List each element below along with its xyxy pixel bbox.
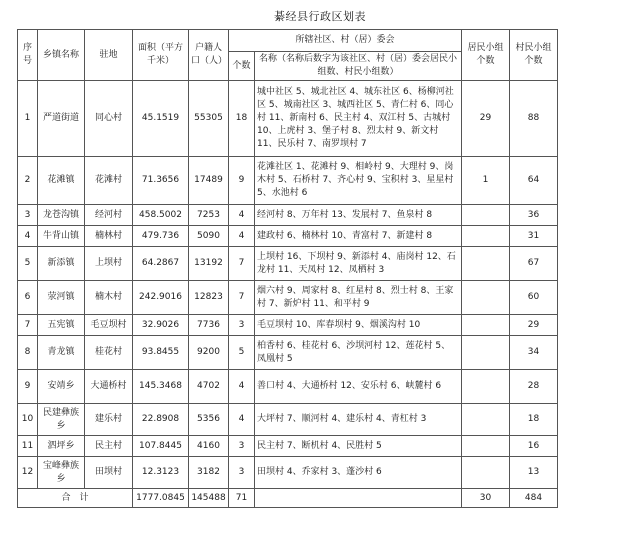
cell-town: 青龙镇 <box>38 336 85 370</box>
cell-town: 新添镇 <box>38 247 85 281</box>
cell-names: 经河村 8、万年村 13、发展村 7、鱼泉村 8 <box>255 205 462 226</box>
cell-seq: 6 <box>18 281 38 315</box>
total-vil: 484 <box>510 489 558 508</box>
cell-town: 荥河镇 <box>38 281 85 315</box>
cell-vil: 18 <box>510 404 558 436</box>
cell-area: 22.8908 <box>133 404 189 436</box>
cell-names: 善口村 4、大通桥村 12、安乐村 6、峡麓村 6 <box>255 370 462 404</box>
cell-vil: 28 <box>510 370 558 404</box>
cell-res <box>462 370 510 404</box>
cell-area: 479.736 <box>133 226 189 247</box>
cell-pop: 55305 <box>189 81 229 157</box>
cell-res: 1 <box>462 157 510 205</box>
cell-seat: 上坝村 <box>85 247 133 281</box>
cell-seat: 花滩村 <box>85 157 133 205</box>
cell-town: 龙苍沟镇 <box>38 205 85 226</box>
cell-seat: 经河村 <box>85 205 133 226</box>
table-title: 綦经县行政区划表 <box>274 10 366 23</box>
cell-pop: 13192 <box>189 247 229 281</box>
cell-res <box>462 247 510 281</box>
total-pop: 145488 <box>189 489 229 508</box>
total-res: 30 <box>462 489 510 508</box>
cell-area: 12.3123 <box>133 457 189 489</box>
cell-seat: 楠林村 <box>85 226 133 247</box>
cell-town: 民建彝族乡 <box>38 404 85 436</box>
cell-area: 458.5002 <box>133 205 189 226</box>
cell-pop: 12823 <box>189 281 229 315</box>
table-row <box>18 457 558 489</box>
cell-count: 3 <box>229 457 255 489</box>
cell-area: 145.3468 <box>133 370 189 404</box>
cell-vil: 67 <box>510 247 558 281</box>
cell-res <box>462 336 510 370</box>
cell-seat: 毛豆坝村 <box>85 315 133 336</box>
header-town: 乡镇名称 <box>38 30 85 81</box>
cell-names: 大坪村 7、顺河村 4、建乐村 4、青杠村 3 <box>255 404 462 436</box>
cell-res: 29 <box>462 81 510 157</box>
cell-seat: 桂花村 <box>85 336 133 370</box>
table-row <box>18 436 558 457</box>
cell-vil: 29 <box>510 315 558 336</box>
cell-pop: 5090 <box>189 226 229 247</box>
header-seq: 序号 <box>18 30 38 81</box>
cell-area: 71.3656 <box>133 157 189 205</box>
cell-res <box>462 404 510 436</box>
cell-area: 242.9016 <box>133 281 189 315</box>
total-names <box>255 489 462 508</box>
cell-count: 4 <box>229 226 255 247</box>
cell-res <box>462 226 510 247</box>
cell-seat: 大通桥村 <box>85 370 133 404</box>
table-row <box>18 226 558 247</box>
cell-count: 18 <box>229 81 255 157</box>
cell-seat: 同心村 <box>85 81 133 157</box>
header-names: 名称（名称后数字为该社区、村（居）委会居民小组数、村民小组数） <box>255 52 462 81</box>
cell-seq: 5 <box>18 247 38 281</box>
cell-seq: 7 <box>18 315 38 336</box>
cell-seq: 12 <box>18 457 38 489</box>
cell-vil: 88 <box>510 81 558 157</box>
cell-names: 花滩社区 1、花滩村 9、相岭村 9、大理村 9、岗木村 5、石桥村 7、齐心村 9、宝积村 3、星星村 5、水池村 6 <box>255 157 462 205</box>
cell-seq: 2 <box>18 157 38 205</box>
total-row <box>18 489 558 508</box>
cell-names: 烟六村 9、周家村 8、红星村 8、烈士村 8、王家村 7、新炉村 11、和平村 9 <box>255 281 462 315</box>
table-row <box>18 247 558 281</box>
cell-seq: 1 <box>18 81 38 157</box>
cell-names: 田坝村 4、乔家村 3、蓬沙村 6 <box>255 457 462 489</box>
cell-pop: 17489 <box>189 157 229 205</box>
table-row <box>18 336 558 370</box>
cell-pop: 9200 <box>189 336 229 370</box>
cell-names: 城中社区 5、城北社区 4、城东社区 6、杨柳河社区 5、城南社区 3、城西社区 5、青仁村 6、同心村 11、新南村 6、民主村 4、双江村 5、古城村 10、上虎村 3、堡子村 8、烈太村 9、新文村 11、民乐村 7、南罗坝村 7 <box>255 81 462 157</box>
cell-pop: 7736 <box>189 315 229 336</box>
cell-vil: 13 <box>510 457 558 489</box>
cell-town: 五宪镇 <box>38 315 85 336</box>
cell-vil: 64 <box>510 157 558 205</box>
cell-count: 4 <box>229 370 255 404</box>
table-row <box>18 404 558 436</box>
table-row <box>18 157 558 205</box>
cell-vil: 16 <box>510 436 558 457</box>
cell-vil: 60 <box>510 281 558 315</box>
cell-seq: 3 <box>18 205 38 226</box>
header-pop: 户籍人口（人） <box>189 30 229 81</box>
header-vil-groups: 村民小组个数 <box>510 30 558 81</box>
cell-pop: 7253 <box>189 205 229 226</box>
cell-names: 民主村 7、断机村 4、民胜村 5 <box>255 436 462 457</box>
cell-names: 建政村 6、楠林村 10、青富村 7、新建村 8 <box>255 226 462 247</box>
cell-res <box>462 315 510 336</box>
cell-area: 64.2867 <box>133 247 189 281</box>
cell-town: 花滩镇 <box>38 157 85 205</box>
cell-seat: 楠木村 <box>85 281 133 315</box>
cell-seat: 田坝村 <box>85 457 133 489</box>
cell-pop: 5356 <box>189 404 229 436</box>
header-count: 个数 <box>229 52 255 81</box>
cell-count: 7 <box>229 247 255 281</box>
cell-seat: 民主村 <box>85 436 133 457</box>
total-label: 合 计 <box>18 489 133 508</box>
cell-town: 宝峰彝族乡 <box>38 457 85 489</box>
header-area: 面积（平方千米） <box>133 30 189 81</box>
cell-res <box>462 205 510 226</box>
cell-seq: 4 <box>18 226 38 247</box>
table-row <box>18 370 558 404</box>
header-res-groups: 居民小组个数 <box>462 30 510 81</box>
cell-seat: 建乐村 <box>85 404 133 436</box>
header-seat: 驻地 <box>85 30 133 81</box>
cell-pop: 4702 <box>189 370 229 404</box>
cell-count: 9 <box>229 157 255 205</box>
cell-town: 严道街道 <box>38 81 85 157</box>
table-row <box>18 315 558 336</box>
cell-names: 上坝村 16、下坝村 9、新添村 4、庙岗村 12、石龙村 11、天凤村 12、凤栖村 3 <box>255 247 462 281</box>
cell-names: 柏香村 6、桂花村 6、沙坝河村 12、莲花村 5、凤凰村 5 <box>255 336 462 370</box>
cell-pop: 3182 <box>189 457 229 489</box>
cell-count: 3 <box>229 315 255 336</box>
cell-town: 牛背山镇 <box>38 226 85 247</box>
cell-vil: 34 <box>510 336 558 370</box>
cell-seq: 8 <box>18 336 38 370</box>
cell-area: 45.1519 <box>133 81 189 157</box>
cell-seq: 11 <box>18 436 38 457</box>
cell-area: 107.8445 <box>133 436 189 457</box>
cell-town: 安靖乡 <box>38 370 85 404</box>
cell-area: 32.9026 <box>133 315 189 336</box>
admin-division-table <box>17 29 558 508</box>
table-row <box>18 81 558 157</box>
cell-names: 毛豆坝村 10、库春坝村 9、烟溪沟村 10 <box>255 315 462 336</box>
cell-seq: 9 <box>18 370 38 404</box>
cell-vil: 31 <box>510 226 558 247</box>
cell-seq: 10 <box>18 404 38 436</box>
header-group: 所辖社区、村（居）委会 <box>229 30 462 52</box>
total-area: 1777.0845 <box>133 489 189 508</box>
table-row <box>18 281 558 315</box>
cell-pop: 4160 <box>189 436 229 457</box>
cell-res <box>462 281 510 315</box>
cell-res <box>462 436 510 457</box>
cell-count: 4 <box>229 205 255 226</box>
cell-count: 4 <box>229 404 255 436</box>
cell-res <box>462 457 510 489</box>
table-row <box>18 205 558 226</box>
cell-town: 泗坪乡 <box>38 436 85 457</box>
cell-vil: 36 <box>510 205 558 226</box>
total-count: 71 <box>229 489 255 508</box>
cell-count: 7 <box>229 281 255 315</box>
cell-count: 5 <box>229 336 255 370</box>
cell-count: 3 <box>229 436 255 457</box>
cell-area: 93.8455 <box>133 336 189 370</box>
